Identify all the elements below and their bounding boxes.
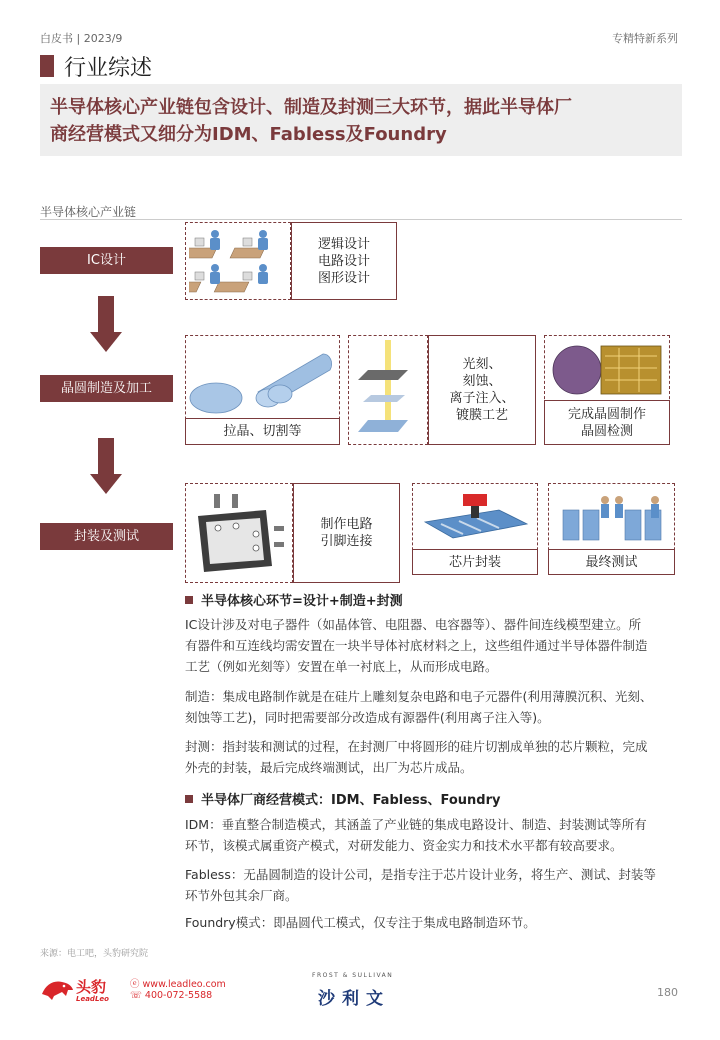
- designer-workstation-icon: [189, 226, 287, 296]
- paragraph-line: 刻蚀等工艺)，同时把需要部分改造成有源器件(利用离子注入等)。: [185, 710, 550, 725]
- design-step-layout: 图形设计: [317, 270, 370, 286]
- paragraph-line: 环节，该模式属重资产模式，对研发能力、资金实力和技术水平都有较高要求。: [185, 838, 623, 853]
- wafer-complete-line-2: 晶圆检测: [580, 423, 633, 439]
- brand-name-en: LeadLeo: [76, 995, 109, 1003]
- headline-banner: [40, 84, 682, 156]
- process-step-litho: 光刻、: [462, 357, 502, 372]
- phone-text: 400-072-5588: [144, 990, 213, 1001]
- final-test-caption: 最终测试: [548, 549, 675, 575]
- chip-package-icon: [419, 488, 533, 548]
- design-step-circuit: 电路设计: [317, 253, 370, 269]
- test-lab-icon: [555, 488, 671, 548]
- engineer-image: [185, 222, 291, 300]
- website-text: www.leadleo.com: [142, 979, 226, 990]
- arrow-down-icon: [90, 474, 122, 494]
- leopard-logo-icon: [40, 976, 74, 1002]
- paragraph-line: Fabless：无晶圆制造的设计公司，是指专注于芯片设计业务，将生产、测试、封装等: [185, 867, 656, 882]
- lithography-image: [348, 335, 428, 445]
- series-name: 专精特新系列: [612, 32, 678, 45]
- paragraph-fabless: [185, 864, 685, 906]
- page-number: 180: [657, 986, 678, 999]
- die-wirebond-icon: [194, 490, 286, 576]
- chip-package-caption: 芯片封装: [412, 549, 538, 575]
- report-type-date: 白皮书 | 2023/9: [40, 32, 123, 45]
- process-step-coating: 镀膜工艺: [455, 408, 508, 423]
- heading-core-chain: [185, 590, 403, 609]
- design-step-logic: 逻辑设计: [317, 236, 370, 252]
- partner-name-cn: 沙利文: [318, 989, 390, 1009]
- process-step-implant: 离子注入、: [449, 391, 515, 406]
- paragraph-manufacturing: [185, 686, 685, 728]
- phone-number: [130, 990, 212, 1001]
- phone-icon: ☏: [130, 990, 145, 1001]
- wafer-complete-caption: [544, 400, 670, 445]
- section-title: 行业综述: [64, 56, 153, 81]
- website-link[interactable]: [130, 976, 226, 990]
- paragraph-line: IC设计涉及对电子器件（如晶体管、电阻器、电容器等）、器件间连线模型建立。所: [185, 617, 642, 632]
- partner-name-en: FROST & SULLIVAN: [312, 972, 394, 979]
- pull-crystal-caption: 拉晶、切割等: [185, 418, 340, 445]
- paragraph-line: Foundry模式：即晶圆代工模式，仅专注于集成电路制造环节。: [185, 915, 536, 930]
- paragraph-line: 环节外包其余厂商。: [185, 888, 298, 903]
- source-note: 来源：电工吧，头豹研究院: [40, 949, 149, 959]
- heading-business-models-text: 半导体厂商经营模式：IDM、Fabless、Foundry: [201, 793, 501, 808]
- process-steps-box: [428, 335, 536, 445]
- brand-name: 头豹: [76, 978, 107, 996]
- heading-core-chain-text: 半导体核心环节=设计+制造+封测: [201, 594, 403, 609]
- silicon-ingot-icon: [188, 340, 338, 418]
- stage-wafer-fab: 晶圆制造及加工: [40, 375, 173, 402]
- stage-ic-design: IC设计: [40, 247, 173, 274]
- lithography-icon: [353, 340, 423, 440]
- process-step-etch: 刻蚀、: [462, 374, 502, 389]
- paragraph-line: 封测：指封装和测试的过程，在封测厂中将圆形的硅片切割成单独的芯片颗粒，完成: [185, 739, 648, 754]
- paragraph-line: 外壳的封装，最后完成终端测试，出厂为芯片成品。: [185, 760, 473, 775]
- pin-connect-line-2: 引脚连接: [320, 534, 373, 549]
- finished-wafer-icon: [551, 342, 665, 398]
- heading-business-models: [185, 789, 501, 808]
- paragraph-line: IDM：垂直整合制造模式，其涵盖了产业链的集成电路设计、制造、封装测试等所有: [185, 817, 647, 832]
- headline-line-2: 商经营模式又细分为IDM、Fabless及Foundry: [50, 124, 447, 145]
- bullet-square-icon: [185, 795, 193, 803]
- paragraph-line: 制造：集成电路制作就是在硅片上雕刻复杂电路和电子元器件(利用薄膜沉积、光刻、: [185, 689, 653, 704]
- paragraph-packaging: [185, 736, 685, 778]
- paragraph-line: 有器件和互连线均需安置在一块半导体衬底材料之上，这些组件通过半导体器件制造: [185, 638, 648, 653]
- section-marker: [40, 55, 54, 77]
- die-pins-image: [185, 483, 293, 583]
- bullet-square-icon: [185, 596, 193, 604]
- pin-connect-box: [293, 483, 400, 583]
- headline-line-1: 半导体核心产业链包含设计、制造及封测三大环节，据此半导体厂: [50, 97, 572, 118]
- paragraph-line: 工艺（例如光刻等）安置在单一衬底上，从而形成电路。: [185, 659, 498, 674]
- paragraph-foundry: [185, 912, 685, 933]
- arrow-down-icon: [90, 332, 122, 352]
- paragraph-idm: [185, 814, 685, 856]
- stage-package-test: 封装及测试: [40, 523, 173, 550]
- design-steps-box: [291, 222, 397, 300]
- web-icon: ⓔ: [130, 979, 143, 990]
- pin-connect-line-1: 制作电路: [320, 517, 373, 532]
- chain-divider: [40, 219, 682, 220]
- chain-label: 半导体核心产业链: [40, 205, 137, 219]
- arrow-shaft-2: [98, 438, 114, 474]
- arrow-shaft-1: [98, 296, 114, 332]
- paragraph-ic-design: [185, 614, 685, 677]
- wafer-complete-line-1: 完成晶圆制作: [567, 406, 646, 422]
